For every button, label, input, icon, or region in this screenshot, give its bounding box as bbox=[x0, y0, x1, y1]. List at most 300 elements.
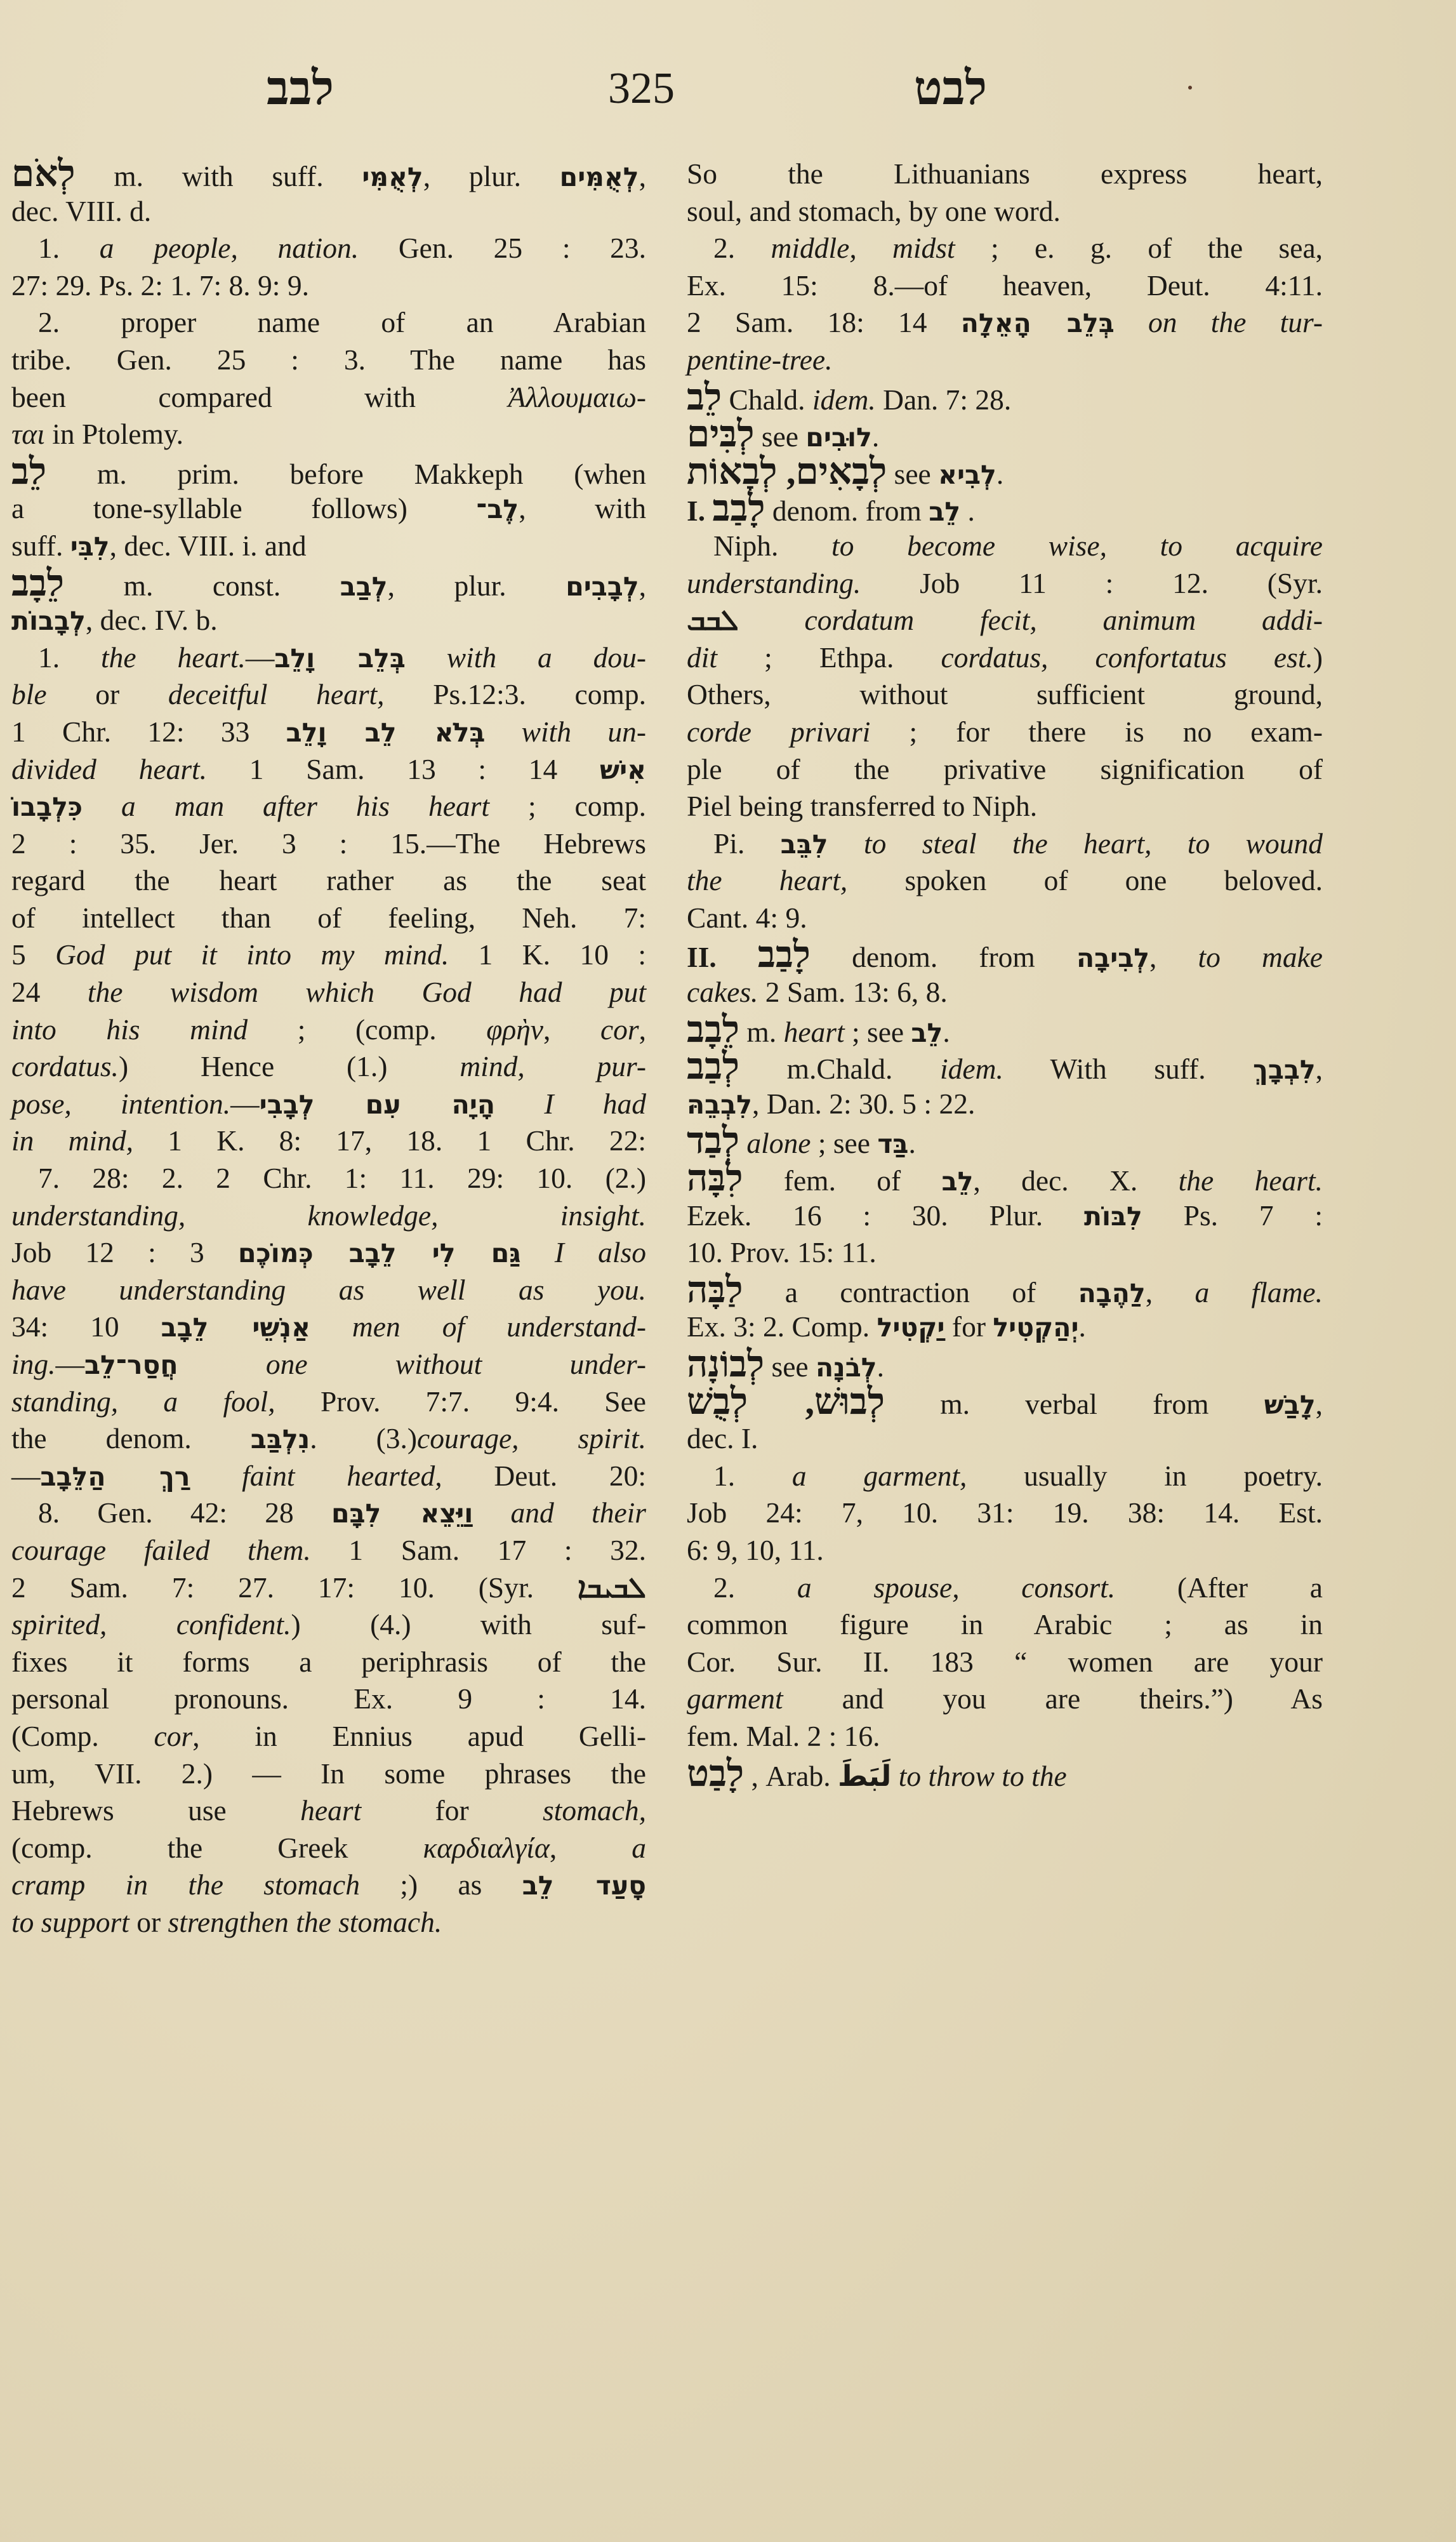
text-line bbox=[11, 342, 646, 379]
entry-head-line bbox=[687, 936, 1323, 974]
italic-gloss: courage, spirit. bbox=[417, 1422, 646, 1455]
hebrew-word: יְהַקְטִיל bbox=[993, 1312, 1079, 1343]
body-text: ;) as bbox=[359, 1868, 522, 1901]
syriac-word: ܠܒܝܒܐ bbox=[577, 1570, 646, 1604]
text-line bbox=[687, 900, 1323, 937]
body-text: 27: 29. Ps. 2: 1. 7: 8. 9: 9. bbox=[11, 269, 309, 302]
body-text: (Comp. bbox=[11, 1719, 154, 1752]
text-line bbox=[11, 1272, 646, 1309]
body-text: , bbox=[1149, 941, 1198, 974]
text-line bbox=[11, 304, 646, 342]
hebrew-word: וַיֵּצֵא לִבָּם bbox=[331, 1498, 473, 1529]
body-text: ; (comp. bbox=[248, 1013, 487, 1046]
headword: לְבִּים bbox=[687, 413, 755, 455]
body-text: 2 Sam. 18: 14 bbox=[687, 306, 961, 339]
text-line bbox=[11, 714, 646, 751]
hebrew-word: אִישׁ bbox=[599, 754, 646, 785]
body-text: , bbox=[639, 160, 646, 192]
italic-gloss: ble bbox=[11, 678, 47, 711]
italic-gloss: pentine-tree. bbox=[687, 343, 833, 376]
entry-head-line bbox=[687, 1048, 1323, 1086]
italic-gloss: a flame. bbox=[1195, 1275, 1323, 1308]
text-line bbox=[11, 528, 646, 565]
body-text: , with bbox=[519, 492, 646, 525]
text-line bbox=[687, 788, 1323, 825]
body-text: dec. I. bbox=[687, 1422, 758, 1455]
text-line bbox=[11, 1346, 646, 1383]
body-text: see bbox=[761, 420, 806, 453]
body-text: Ex. 15: 8.—of heaven, Deut. 4:11. bbox=[687, 269, 1323, 302]
body-text: , dec. X. bbox=[973, 1164, 1179, 1197]
body-text: , in Ennius apud Gelli- bbox=[192, 1719, 646, 1752]
hebrew-word: לֵב bbox=[929, 496, 961, 528]
body-text: , dec. VIII. i. and bbox=[109, 529, 307, 562]
italic-gloss: cordatum fecit, animum addi- bbox=[738, 604, 1323, 637]
running-head bbox=[0, 60, 1456, 117]
text-line bbox=[687, 1532, 1323, 1569]
text-line bbox=[11, 1197, 646, 1235]
text-line bbox=[11, 1830, 646, 1867]
text-line bbox=[11, 900, 646, 937]
body-text: , Dan. 2: 30. 5 : 22. bbox=[751, 1087, 976, 1120]
body-text: ; see bbox=[844, 1015, 911, 1048]
hebrew-word: לוּבִים bbox=[805, 422, 872, 453]
italic-gloss: cor bbox=[154, 1719, 193, 1752]
text-line bbox=[11, 936, 646, 974]
body-text: . bbox=[943, 1015, 950, 1048]
headword: לְאֹם bbox=[11, 153, 76, 194]
hebrew-word: לְאֻמִּים bbox=[559, 162, 639, 192]
hebrew-word: לֵב bbox=[941, 1166, 974, 1197]
text-line bbox=[11, 1680, 646, 1718]
body-text: Ezek. 16 : 30. Plur. bbox=[687, 1199, 1084, 1232]
headword: לְבוֹנָה bbox=[687, 1343, 765, 1385]
hebrew-word: לִבְבָךְ bbox=[1253, 1055, 1316, 1086]
text-line bbox=[687, 193, 1323, 230]
paper-speck bbox=[1188, 86, 1192, 90]
text-line bbox=[687, 230, 1323, 267]
hebrew-word: בְּלֵב הָאֵלָה bbox=[960, 308, 1115, 339]
italic-gloss: a people, nation. bbox=[99, 232, 359, 265]
body-text: denom. from bbox=[852, 941, 1076, 974]
body-text: denom. from bbox=[772, 495, 929, 528]
body-text: 34: 10 bbox=[11, 1310, 161, 1343]
text-line bbox=[11, 1532, 646, 1569]
italic-gloss: deceitful heart, bbox=[168, 678, 385, 711]
body-text: 2. bbox=[713, 232, 771, 265]
hebrew-word: לָבַשׁ bbox=[1264, 1389, 1316, 1420]
italic-gloss: to steal the heart, to wound bbox=[828, 827, 1323, 860]
body-text: spoken of one beloved. bbox=[847, 864, 1323, 897]
text-line bbox=[11, 1308, 646, 1346]
hebrew-word: סָעַד לֵב bbox=[522, 1870, 646, 1901]
entry-head-line bbox=[687, 413, 1323, 455]
body-text: fixes it forms a periphrasis of the bbox=[11, 1645, 646, 1678]
italic-gloss: garment bbox=[687, 1682, 783, 1715]
text-line bbox=[11, 1494, 646, 1532]
italic-gloss: φρὴν bbox=[486, 1013, 543, 1046]
headword: לַבָּה bbox=[687, 1268, 743, 1310]
body-text: ; e. g. of the sea, bbox=[955, 232, 1323, 265]
italic-gloss: the heart, bbox=[687, 864, 848, 897]
body-text: Hebrews use bbox=[11, 1794, 301, 1827]
body-text: . bbox=[871, 420, 880, 453]
text-line bbox=[11, 788, 646, 825]
body-text: ; comp. bbox=[489, 790, 647, 823]
text-line bbox=[11, 751, 646, 789]
text-line bbox=[687, 304, 1323, 342]
body-text: fem. of bbox=[783, 1164, 942, 1197]
body-text: personal pronouns. Ex. 9 : 14. bbox=[11, 1682, 646, 1715]
text-line bbox=[687, 528, 1323, 565]
page-number: 325 bbox=[608, 64, 675, 113]
italic-gloss: the heart. bbox=[101, 641, 246, 674]
text-line bbox=[11, 639, 646, 677]
italic-gloss: pose, intention. bbox=[11, 1087, 231, 1120]
italic-gloss: cor bbox=[600, 1013, 639, 1046]
body-text: Niph. bbox=[713, 529, 832, 562]
text-line bbox=[687, 1086, 1323, 1123]
italic-gloss: mind, pur- bbox=[460, 1050, 646, 1083]
text-line bbox=[687, 1197, 1323, 1235]
body-text: ) bbox=[1313, 641, 1323, 674]
body-text: . bbox=[1078, 1310, 1086, 1343]
body-text: 1. bbox=[38, 232, 100, 265]
headword: לֵב bbox=[11, 450, 47, 492]
running-head-right-word: לבט bbox=[914, 63, 987, 115]
hebrew-word: לְבָבִים bbox=[566, 571, 639, 602]
hebrew-word: לְאֻמִּי bbox=[362, 162, 423, 192]
headword: לֵב bbox=[687, 376, 722, 418]
body-text: . bbox=[960, 495, 975, 528]
italic-gloss: idem. bbox=[940, 1053, 1003, 1086]
text-line bbox=[11, 1606, 646, 1644]
body-text: 1 K. 10 : bbox=[449, 938, 647, 971]
body-text: , bbox=[549, 1831, 632, 1864]
body-text: 5 bbox=[11, 938, 56, 971]
text-line bbox=[687, 1420, 1323, 1458]
italic-gloss: on the tur- bbox=[1114, 306, 1323, 339]
text-line bbox=[11, 1160, 646, 1197]
text-line bbox=[11, 1011, 646, 1049]
body-text: 1 K. 8: 17, 18. 1 Chr. 22: bbox=[133, 1124, 646, 1157]
text-line bbox=[11, 490, 646, 528]
body-text: m. const. bbox=[123, 569, 340, 602]
text-line bbox=[687, 1569, 1323, 1607]
hebrew-word: חֲסַר־לֵב bbox=[84, 1350, 178, 1380]
body-text: Cant. 4: 9. bbox=[687, 901, 807, 934]
body-text: . bbox=[908, 1127, 916, 1160]
hebrew-word: לֶב־ bbox=[476, 494, 519, 525]
hebrew-word: בְּלֵב וָלֵב bbox=[274, 642, 406, 674]
running-head-left-word: לבב bbox=[267, 63, 334, 115]
text-line bbox=[687, 1308, 1323, 1346]
hebrew-word: לְבִיא bbox=[938, 459, 996, 490]
body-text: 2. bbox=[713, 1571, 797, 1604]
hebrew-word: לְבִיבָה bbox=[1076, 943, 1150, 974]
body-text: Chald. bbox=[729, 383, 812, 416]
body-text: ) Hence (1.) bbox=[118, 1050, 460, 1083]
body-text: suff. bbox=[11, 529, 70, 562]
text-line bbox=[687, 1606, 1323, 1644]
body-text: um, VII. 2.) — In some phrases the bbox=[11, 1757, 646, 1790]
homonym-numeral: I. bbox=[687, 495, 706, 528]
italic-gloss: dit bbox=[687, 641, 718, 674]
italic-gloss: middle, midst bbox=[771, 232, 955, 265]
text-line bbox=[11, 1867, 646, 1904]
text-line bbox=[11, 416, 646, 453]
body-text: Others, without sufficient ground, bbox=[687, 678, 1323, 711]
text-line bbox=[687, 676, 1323, 714]
text-line bbox=[11, 193, 646, 230]
text-line bbox=[687, 1644, 1323, 1681]
body-text: see bbox=[771, 1350, 816, 1383]
hebrew-word: נִלְבַּב bbox=[250, 1424, 310, 1455]
hebrew-word: לְבָבוֹת bbox=[11, 606, 86, 637]
italic-gloss: καρδιαλγία bbox=[423, 1831, 550, 1864]
body-text: 1 Chr. 12: 33 bbox=[11, 715, 286, 748]
body-text: , dec. IV. b. bbox=[85, 604, 218, 637]
text-line bbox=[11, 1458, 646, 1495]
body-text: So the Lithuanians express heart, bbox=[687, 157, 1323, 190]
body-text: — bbox=[11, 1459, 41, 1492]
entry-head-line bbox=[687, 1380, 1323, 1422]
entry-head-line bbox=[687, 490, 1323, 528]
body-text: tribe. Gen. 25 : 3. The name has bbox=[11, 343, 646, 376]
italic-gloss: idem. bbox=[812, 383, 876, 416]
hebrew-word: גַּם לִי לֵבָב כְּמוֹכֶם bbox=[237, 1238, 521, 1269]
text-line bbox=[11, 1569, 646, 1607]
body-text: 7. 28: 2. 2 Chr. 1: 11. 29: 10. (2.) bbox=[38, 1162, 646, 1195]
italic-gloss: spirited, confident. bbox=[11, 1608, 291, 1641]
italic-gloss: with un- bbox=[485, 715, 646, 748]
hebrew-word: לְבֹנָה bbox=[816, 1352, 877, 1383]
headword: לְבַד bbox=[687, 1120, 739, 1162]
entry-head-line bbox=[687, 1752, 1323, 1794]
hebrew-word: לִבּוֹת bbox=[1083, 1201, 1142, 1232]
headword: לְבוּשׁ, לְבֻשׁ bbox=[687, 1380, 885, 1422]
headword: לָבַב bbox=[712, 488, 765, 529]
italic-gloss: to throw to the bbox=[891, 1759, 1067, 1792]
entry-head-line bbox=[11, 562, 646, 604]
body-text: 1. bbox=[38, 641, 101, 674]
right-column bbox=[687, 156, 1323, 1792]
italic-gloss: the wisdom which God had put bbox=[87, 976, 647, 1009]
entry-head-line bbox=[687, 1343, 1323, 1385]
hebrew-word: אַנְשֵׁי לֵבָב bbox=[161, 1312, 310, 1343]
text-line bbox=[687, 1234, 1323, 1272]
text-line bbox=[11, 676, 646, 714]
text-line bbox=[687, 1680, 1323, 1718]
text-line bbox=[11, 1718, 646, 1755]
italic-gloss: understanding, knowledge, insight. bbox=[11, 1199, 646, 1232]
body-text: Ps.12:3. comp. bbox=[384, 678, 646, 711]
body-text: Dan. 7: 28. bbox=[875, 383, 1012, 416]
body-text: , bbox=[1315, 1053, 1323, 1086]
italic-gloss: heart bbox=[783, 1015, 845, 1048]
entry-head-line bbox=[687, 1268, 1323, 1310]
body-text: , bbox=[543, 1013, 600, 1046]
body-text: ple of the privative signification of bbox=[687, 752, 1323, 785]
body-text: 1 Sam. 17 : 32. bbox=[310, 1533, 646, 1566]
text-line bbox=[687, 825, 1323, 863]
body-text: , bbox=[639, 569, 646, 602]
body-text: of intellect than of feeling, Neh. 7: bbox=[11, 901, 646, 934]
italic-gloss: cordatus. bbox=[11, 1050, 119, 1083]
text-line bbox=[687, 342, 1323, 379]
body-text: Cor. Sur. II. 183 “ women are your bbox=[687, 1645, 1323, 1678]
entry-head-line bbox=[687, 450, 1323, 492]
body-text: — bbox=[230, 1087, 260, 1120]
body-text: m. prim. before Makkeph (when bbox=[96, 457, 647, 490]
homonym-numeral: II. bbox=[687, 941, 717, 974]
body-text: Deut. 20: bbox=[442, 1459, 646, 1492]
body-text: regard the heart rather as the seat bbox=[11, 864, 646, 897]
body-text: 10. Prov. 15: 11. bbox=[687, 1236, 877, 1269]
body-text: 6: 9, 10, 11. bbox=[687, 1533, 824, 1566]
hebrew-word: כִּלְבָבוֹ bbox=[11, 792, 83, 823]
body-text: common figure in Arabic ; as in bbox=[687, 1608, 1323, 1641]
syriac-word: ܠܒܒ bbox=[687, 603, 739, 637]
headword: לֵבָב bbox=[687, 1008, 740, 1050]
body-text: ; for there is no exam- bbox=[870, 715, 1323, 748]
text-line bbox=[687, 1494, 1323, 1532]
body-text: for bbox=[361, 1794, 543, 1827]
text-line bbox=[11, 230, 646, 267]
text-line bbox=[687, 714, 1323, 751]
italic-gloss: I also bbox=[520, 1236, 646, 1269]
body-text: — bbox=[55, 1348, 85, 1380]
italic-gloss: to make bbox=[1198, 941, 1323, 974]
text-line bbox=[11, 1792, 646, 1830]
italic-gloss: ται bbox=[11, 418, 45, 451]
body-text: dec. VIII. d. bbox=[11, 194, 152, 227]
hebrew-word: לִבְבֵהּ bbox=[687, 1089, 752, 1120]
text-line bbox=[687, 565, 1323, 602]
entry-head-line bbox=[687, 1157, 1323, 1199]
entry-head-line bbox=[687, 376, 1323, 418]
italic-gloss: alone bbox=[746, 1127, 811, 1160]
italic-gloss: ing. bbox=[11, 1348, 56, 1380]
text-line bbox=[687, 1458, 1323, 1495]
entry-head-line bbox=[687, 1008, 1323, 1050]
italic-gloss: and their bbox=[473, 1496, 646, 1529]
body-text: , plur. bbox=[387, 569, 566, 602]
italic-gloss: Ἀλλουμαιω- bbox=[508, 380, 646, 413]
text-line bbox=[11, 1904, 646, 1941]
body-text: (After a bbox=[1115, 1571, 1323, 1604]
body-text: 8. Gen. 42: 28 bbox=[38, 1496, 331, 1529]
italic-gloss: stomach, bbox=[542, 1794, 646, 1827]
body-text: , plur. bbox=[423, 160, 560, 192]
body-text: With suff. bbox=[1003, 1053, 1254, 1086]
italic-gloss: to support bbox=[11, 1905, 129, 1938]
text-line bbox=[11, 1420, 646, 1458]
text-line bbox=[11, 602, 646, 639]
italic-gloss: have understanding as well as you. bbox=[11, 1273, 646, 1306]
body-text: , bbox=[1145, 1275, 1195, 1308]
arabic-word: لَبَطَ bbox=[837, 1759, 892, 1793]
body-text: m. with suff. bbox=[114, 160, 362, 192]
body-text: (comp. the Greek bbox=[11, 1831, 423, 1864]
headword: לָבַב bbox=[757, 934, 811, 976]
body-text: or bbox=[129, 1905, 168, 1938]
text-line bbox=[687, 602, 1323, 639]
text-line bbox=[11, 1234, 646, 1272]
body-text: Job 24: 7, 10. 31: 19. 38: 14. Est. bbox=[687, 1496, 1323, 1529]
hebrew-word: רַךְ הַלֵּבָב bbox=[40, 1461, 190, 1492]
body-text: , Arab. bbox=[751, 1759, 838, 1792]
body-text: and you are theirs.”) As bbox=[783, 1682, 1323, 1715]
body-text: — bbox=[245, 641, 275, 674]
italic-gloss: corde privari bbox=[687, 715, 871, 748]
hebrew-word: לְבַב bbox=[340, 571, 388, 602]
text-line bbox=[687, 639, 1323, 677]
text-line bbox=[11, 1048, 646, 1086]
entry-head-line bbox=[687, 1122, 1323, 1160]
body-text: 2 Sam. 7: 27. 17: 10. (Syr. bbox=[11, 1571, 578, 1604]
italic-gloss: divided heart. bbox=[11, 752, 208, 785]
text-line bbox=[11, 1383, 646, 1421]
text-line bbox=[687, 1718, 1323, 1755]
text-line bbox=[11, 1122, 646, 1160]
body-text: Prov. 7:7. 9:4. See bbox=[275, 1385, 647, 1418]
italic-gloss: strengthen the stomach. bbox=[168, 1905, 442, 1938]
body-text: Ex. 3: 2. Comp. bbox=[687, 1310, 877, 1343]
body-text: for bbox=[944, 1310, 993, 1343]
text-line bbox=[11, 379, 646, 416]
body-text: 2 : 35. Jer. 3 : 15.—The Hebrews bbox=[11, 827, 646, 860]
text-line bbox=[687, 156, 1323, 193]
italic-gloss: God put it into my mind. bbox=[55, 938, 449, 971]
body-text: a tone-syllable follows) bbox=[11, 492, 477, 525]
text-line bbox=[687, 267, 1323, 305]
hebrew-word: בַּד bbox=[877, 1129, 909, 1160]
text-line bbox=[11, 974, 646, 1011]
body-text: m.Chald. bbox=[786, 1053, 940, 1086]
italic-gloss: a bbox=[632, 1831, 646, 1864]
italic-gloss: men of understand- bbox=[310, 1310, 646, 1343]
body-text: been compared with bbox=[11, 380, 508, 413]
italic-gloss: heart bbox=[300, 1794, 362, 1827]
body-text: Job 11 : 12. (Syr. bbox=[861, 566, 1323, 599]
text-line bbox=[11, 862, 646, 900]
body-text: . bbox=[996, 457, 1004, 490]
body-text: m. verbal from bbox=[940, 1387, 1264, 1420]
left-column bbox=[11, 153, 647, 1941]
hebrew-word: לִבִּי bbox=[70, 531, 110, 562]
body-text: the denom. bbox=[11, 1422, 251, 1455]
hebrew-word: לֵב bbox=[911, 1017, 943, 1048]
body-text: see bbox=[894, 457, 939, 490]
headword: לְבַב bbox=[687, 1046, 740, 1088]
body-text: . (3.) bbox=[310, 1422, 418, 1455]
hebrew-word: יַקְטִיל bbox=[877, 1312, 945, 1343]
italic-gloss: in mind, bbox=[11, 1124, 133, 1157]
text-line bbox=[11, 267, 646, 305]
body-text: . bbox=[877, 1350, 884, 1383]
body-text: Gen. 25 : 23. bbox=[359, 232, 646, 265]
italic-gloss: into his mind bbox=[11, 1013, 248, 1046]
headword: לֵבָב bbox=[11, 562, 65, 604]
italic-gloss: a spouse, consort. bbox=[797, 1571, 1116, 1604]
text-line bbox=[11, 825, 646, 863]
text-line bbox=[687, 974, 1323, 1011]
italic-gloss: I had bbox=[495, 1087, 646, 1120]
body-text: , bbox=[1315, 1387, 1323, 1420]
body-text: ; see bbox=[811, 1127, 878, 1160]
entry-head-line bbox=[11, 153, 646, 194]
